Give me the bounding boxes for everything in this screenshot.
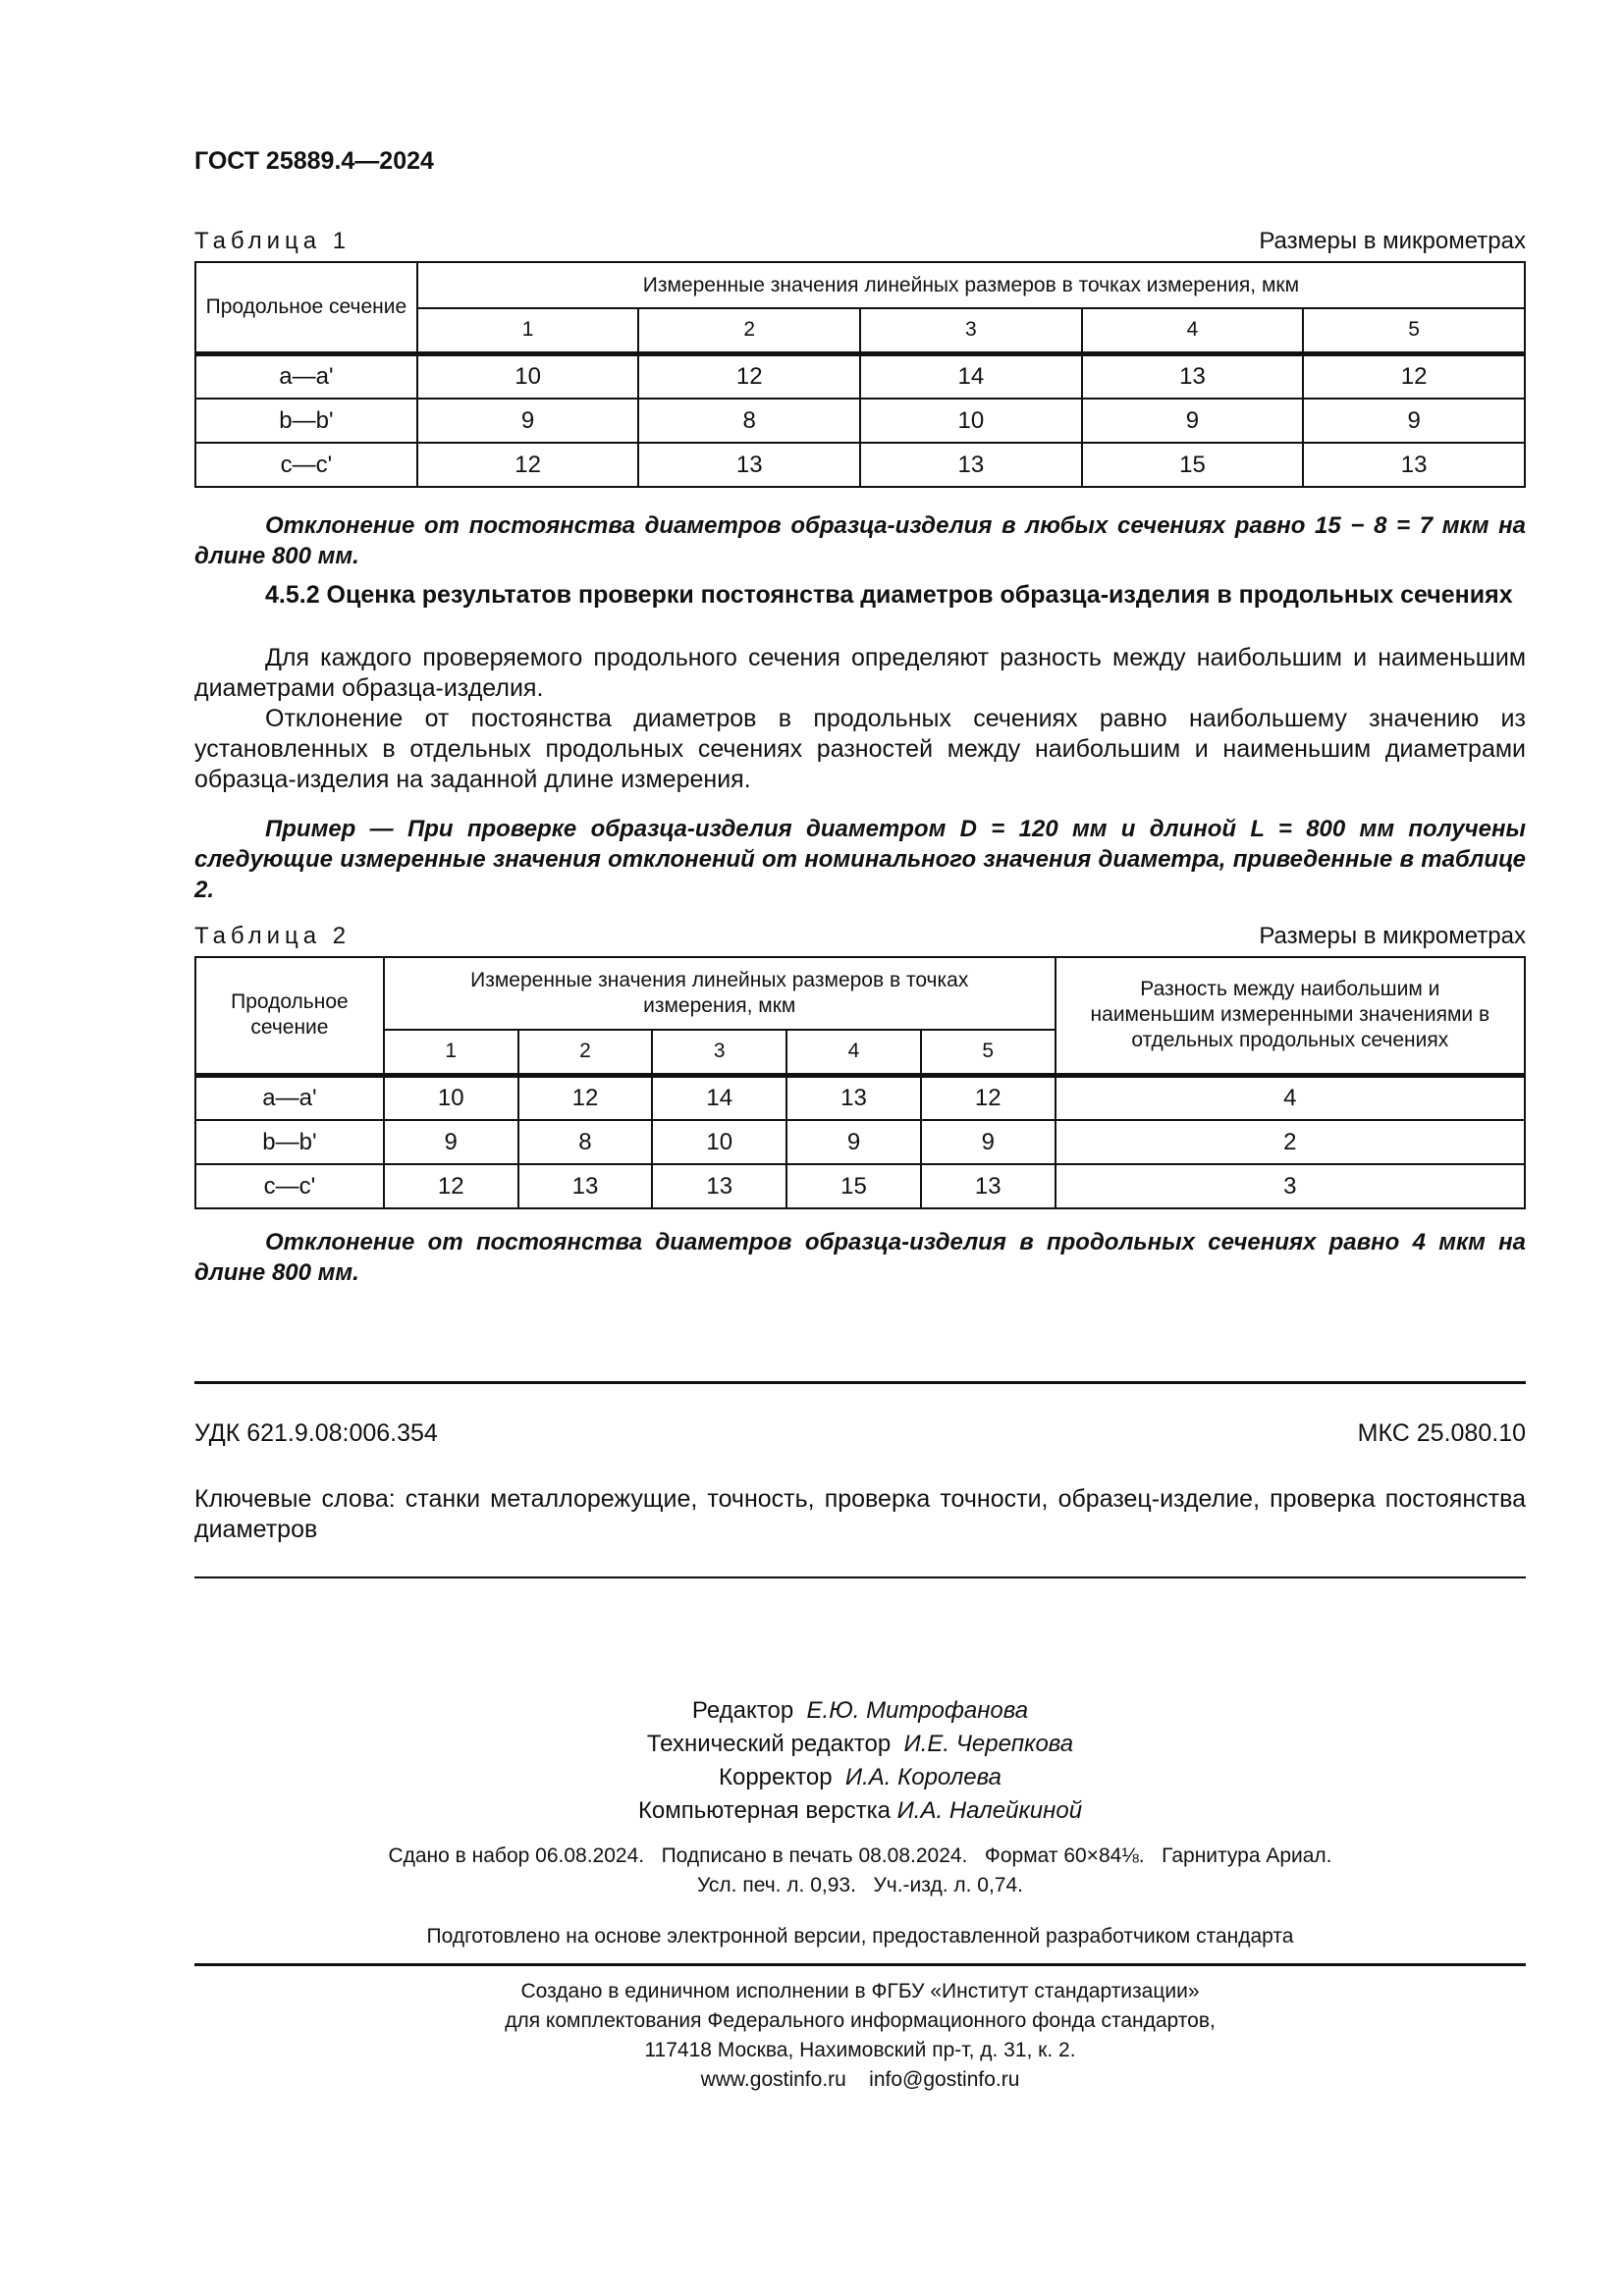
table-row	[195, 443, 1525, 487]
table1-value-cell: 9	[417, 399, 639, 443]
table2-point-header: 1	[384, 1030, 518, 1075]
table-row	[195, 399, 1525, 443]
table2-group-header: Измеренные значения линейных размеров в точках измерения, мкм	[384, 957, 1056, 1030]
table2-value-cell: 10	[652, 1120, 786, 1164]
table1-row-header: Продольное сечение	[195, 262, 417, 353]
table2-point-header: 3	[652, 1030, 786, 1075]
credit-name: И.А. Королева	[844, 1764, 1001, 1790]
table1-value-cell: 13	[860, 443, 1082, 487]
table2-value-cell: 13	[786, 1075, 921, 1120]
section-heading: 4.5.2 Оценка результатов проверки постоянства диаметров образца-изделия в продольных сечениях	[265, 581, 1513, 609]
credit-line	[194, 1728, 1526, 1761]
table1-section-cell: b—b'	[195, 399, 417, 443]
credit-line	[194, 1761, 1526, 1794]
table2-value-cell: 8	[518, 1120, 653, 1164]
table1-section-cell: c—c'	[195, 443, 417, 487]
table1-caption-row	[194, 228, 1526, 255]
table1-value-cell: 13	[1303, 443, 1525, 487]
table2-point-header: 4	[786, 1030, 921, 1075]
publisher-line: 117418 Москва, Нахимовский пр-т, д. 31, к. 2.	[644, 2039, 1076, 2061]
table1-section-cell: a—a'	[195, 353, 417, 399]
table2-value-cell: 12	[384, 1164, 518, 1208]
table2-value-cell: 15	[786, 1164, 921, 1208]
publisher-contacts: www.gostinfo.ru info@gostinfo.ru	[700, 2068, 1020, 2091]
table2-value-cell: 13	[518, 1164, 653, 1208]
table2-point-header: 5	[921, 1030, 1056, 1075]
credit-name: И.А. Налейкиной	[896, 1797, 1083, 1824]
credit-line	[194, 1694, 1526, 1728]
publisher-line: Создано в единичном исполнении в ФГБУ «Институт стандартизации»	[520, 1980, 1200, 2002]
imprint-line: Усл. печ. л. 0,93. Уч.-изд. л. 0,74.	[696, 1874, 1023, 1896]
table2-diff-cell: 3	[1056, 1164, 1525, 1208]
table1-value-cell: 9	[1303, 399, 1525, 443]
table2-section-cell: a—a'	[195, 1075, 384, 1120]
table1-point-header: 1	[417, 308, 639, 353]
divider	[194, 1963, 1526, 1966]
table2-value-cell: 9	[384, 1120, 518, 1164]
table1-value-cell: 9	[1082, 399, 1304, 443]
prepared-note: Подготовлено на основе электронной версии, предоставленной разработчиком стандарта	[426, 1925, 1294, 1948]
table2-diff-cell: 4	[1056, 1075, 1525, 1120]
table2-section-cell: b—b'	[195, 1120, 384, 1164]
table2-row-header: Продольное сечение	[195, 957, 384, 1075]
table1-value-cell: 14	[860, 353, 1082, 399]
table1-value-cell: 13	[1082, 353, 1304, 399]
imprint-line: Сдано в набор 06.08.2024. Подписано в печать 08.08.2024. Формат 60×84⅛. Гарнитура Ариал.	[388, 1844, 1332, 1867]
table1-units: Размеры в микрометрах	[1259, 228, 1526, 254]
table-1	[194, 261, 1526, 488]
table2-note: Отклонение от постоянства диаметров образца-изделия в продольных сечениях равно 4 мкм на длине 800 мм.	[194, 1229, 1526, 1286]
table1-point-header: 5	[1303, 308, 1525, 353]
table2-caption-row	[194, 923, 1526, 950]
paragraph: Отклонение от постоянства диаметров в продольных сечениях равно наибольшему значению из установленных в отдельных продольных сечениях разностей между наибольшим и наименьшим диаметрами образца-изделия на заданной длине измерения.	[194, 705, 1526, 793]
credit-role: Редактор	[691, 1697, 794, 1724]
table-2	[194, 956, 1526, 1209]
table2-value-cell: 13	[652, 1164, 786, 1208]
table2-point-header: 2	[518, 1030, 653, 1075]
table2-value-cell: 12	[518, 1075, 653, 1120]
keywords: Ключевые слова: станки металлорежущие, точность, проверка точности, образец-изделие, проверка постоянства диаметров	[194, 1485, 1526, 1543]
paragraph: Для каждого проверяемого продольного сечения определяют разность между наибольшим и наименьшим диаметрами образца-изделия.	[194, 644, 1526, 702]
example-text: Пример — При проверке образца-изделия диаметром D = 120 мм и длиной L = 800 мм получены следующие измеренные значения отклонений от номинального значения диаметра, приведенные в таблице 2.	[194, 816, 1526, 903]
credit-role: Компьютерная верстка	[637, 1797, 891, 1824]
table-row	[195, 353, 1525, 399]
table2-diff-header: Разность между наибольшим и наименьшим измеренными значениями в отдельных продольных сечениях	[1056, 957, 1525, 1075]
table2-value-cell: 9	[921, 1120, 1056, 1164]
credit-line	[194, 1794, 1526, 1828]
table2-caption: Таблица 2	[194, 923, 352, 949]
table1-caption: Таблица 1	[194, 228, 352, 254]
table2-value-cell: 13	[921, 1164, 1056, 1208]
table2-value-cell: 14	[652, 1075, 786, 1120]
table1-point-header: 4	[1082, 308, 1304, 353]
table2-diff-cell: 2	[1056, 1120, 1525, 1164]
table1-value-cell: 12	[638, 353, 860, 399]
table2-section-cell: c—c'	[195, 1164, 384, 1208]
mks-code: МКС 25.080.10	[1357, 1419, 1526, 1447]
table2-value-cell: 10	[384, 1075, 518, 1120]
table1-value-cell: 10	[417, 353, 639, 399]
publisher-line: для комплектования Федерального информационного фонда стандартов,	[505, 2009, 1216, 2032]
table1-value-cell: 12	[417, 443, 639, 487]
table-row	[195, 1120, 1525, 1164]
credit-role: Корректор	[719, 1764, 833, 1790]
table2-value-cell: 9	[786, 1120, 921, 1164]
table2-units: Размеры в микрометрах	[1259, 923, 1526, 949]
divider	[194, 1576, 1526, 1578]
credit-role: Технический редактор	[646, 1731, 892, 1757]
credits-block	[194, 1694, 1526, 1828]
table-row	[195, 1164, 1525, 1208]
table1-point-header: 3	[860, 308, 1082, 353]
table1-point-header: 2	[638, 308, 860, 353]
udk-code: УДК 621.9.08:006.354	[194, 1419, 438, 1447]
table1-note: Отклонение от постоянства диаметров образца-изделия в любых сечениях равно 15 − 8 = 7 мкм на длине 800 мм.	[194, 512, 1526, 569]
table1-value-cell: 8	[638, 399, 860, 443]
divider	[194, 1381, 1526, 1384]
standard-number: ГОСТ 25889.4—2024	[194, 147, 434, 175]
table1-value-cell: 12	[1303, 353, 1525, 399]
table2-value-cell: 12	[921, 1075, 1056, 1120]
classification-row	[194, 1419, 1526, 1448]
table1-value-cell: 15	[1082, 443, 1304, 487]
credit-name: И.Е. Черепкова	[903, 1731, 1074, 1757]
table1-value-cell: 13	[638, 443, 860, 487]
table1-value-cell: 10	[860, 399, 1082, 443]
credit-name: Е.Ю. Митрофанова	[806, 1697, 1029, 1724]
table-row	[195, 1075, 1525, 1120]
table1-group-header: Измеренные значения линейных размеров в точках измерения, мкм	[417, 262, 1525, 308]
